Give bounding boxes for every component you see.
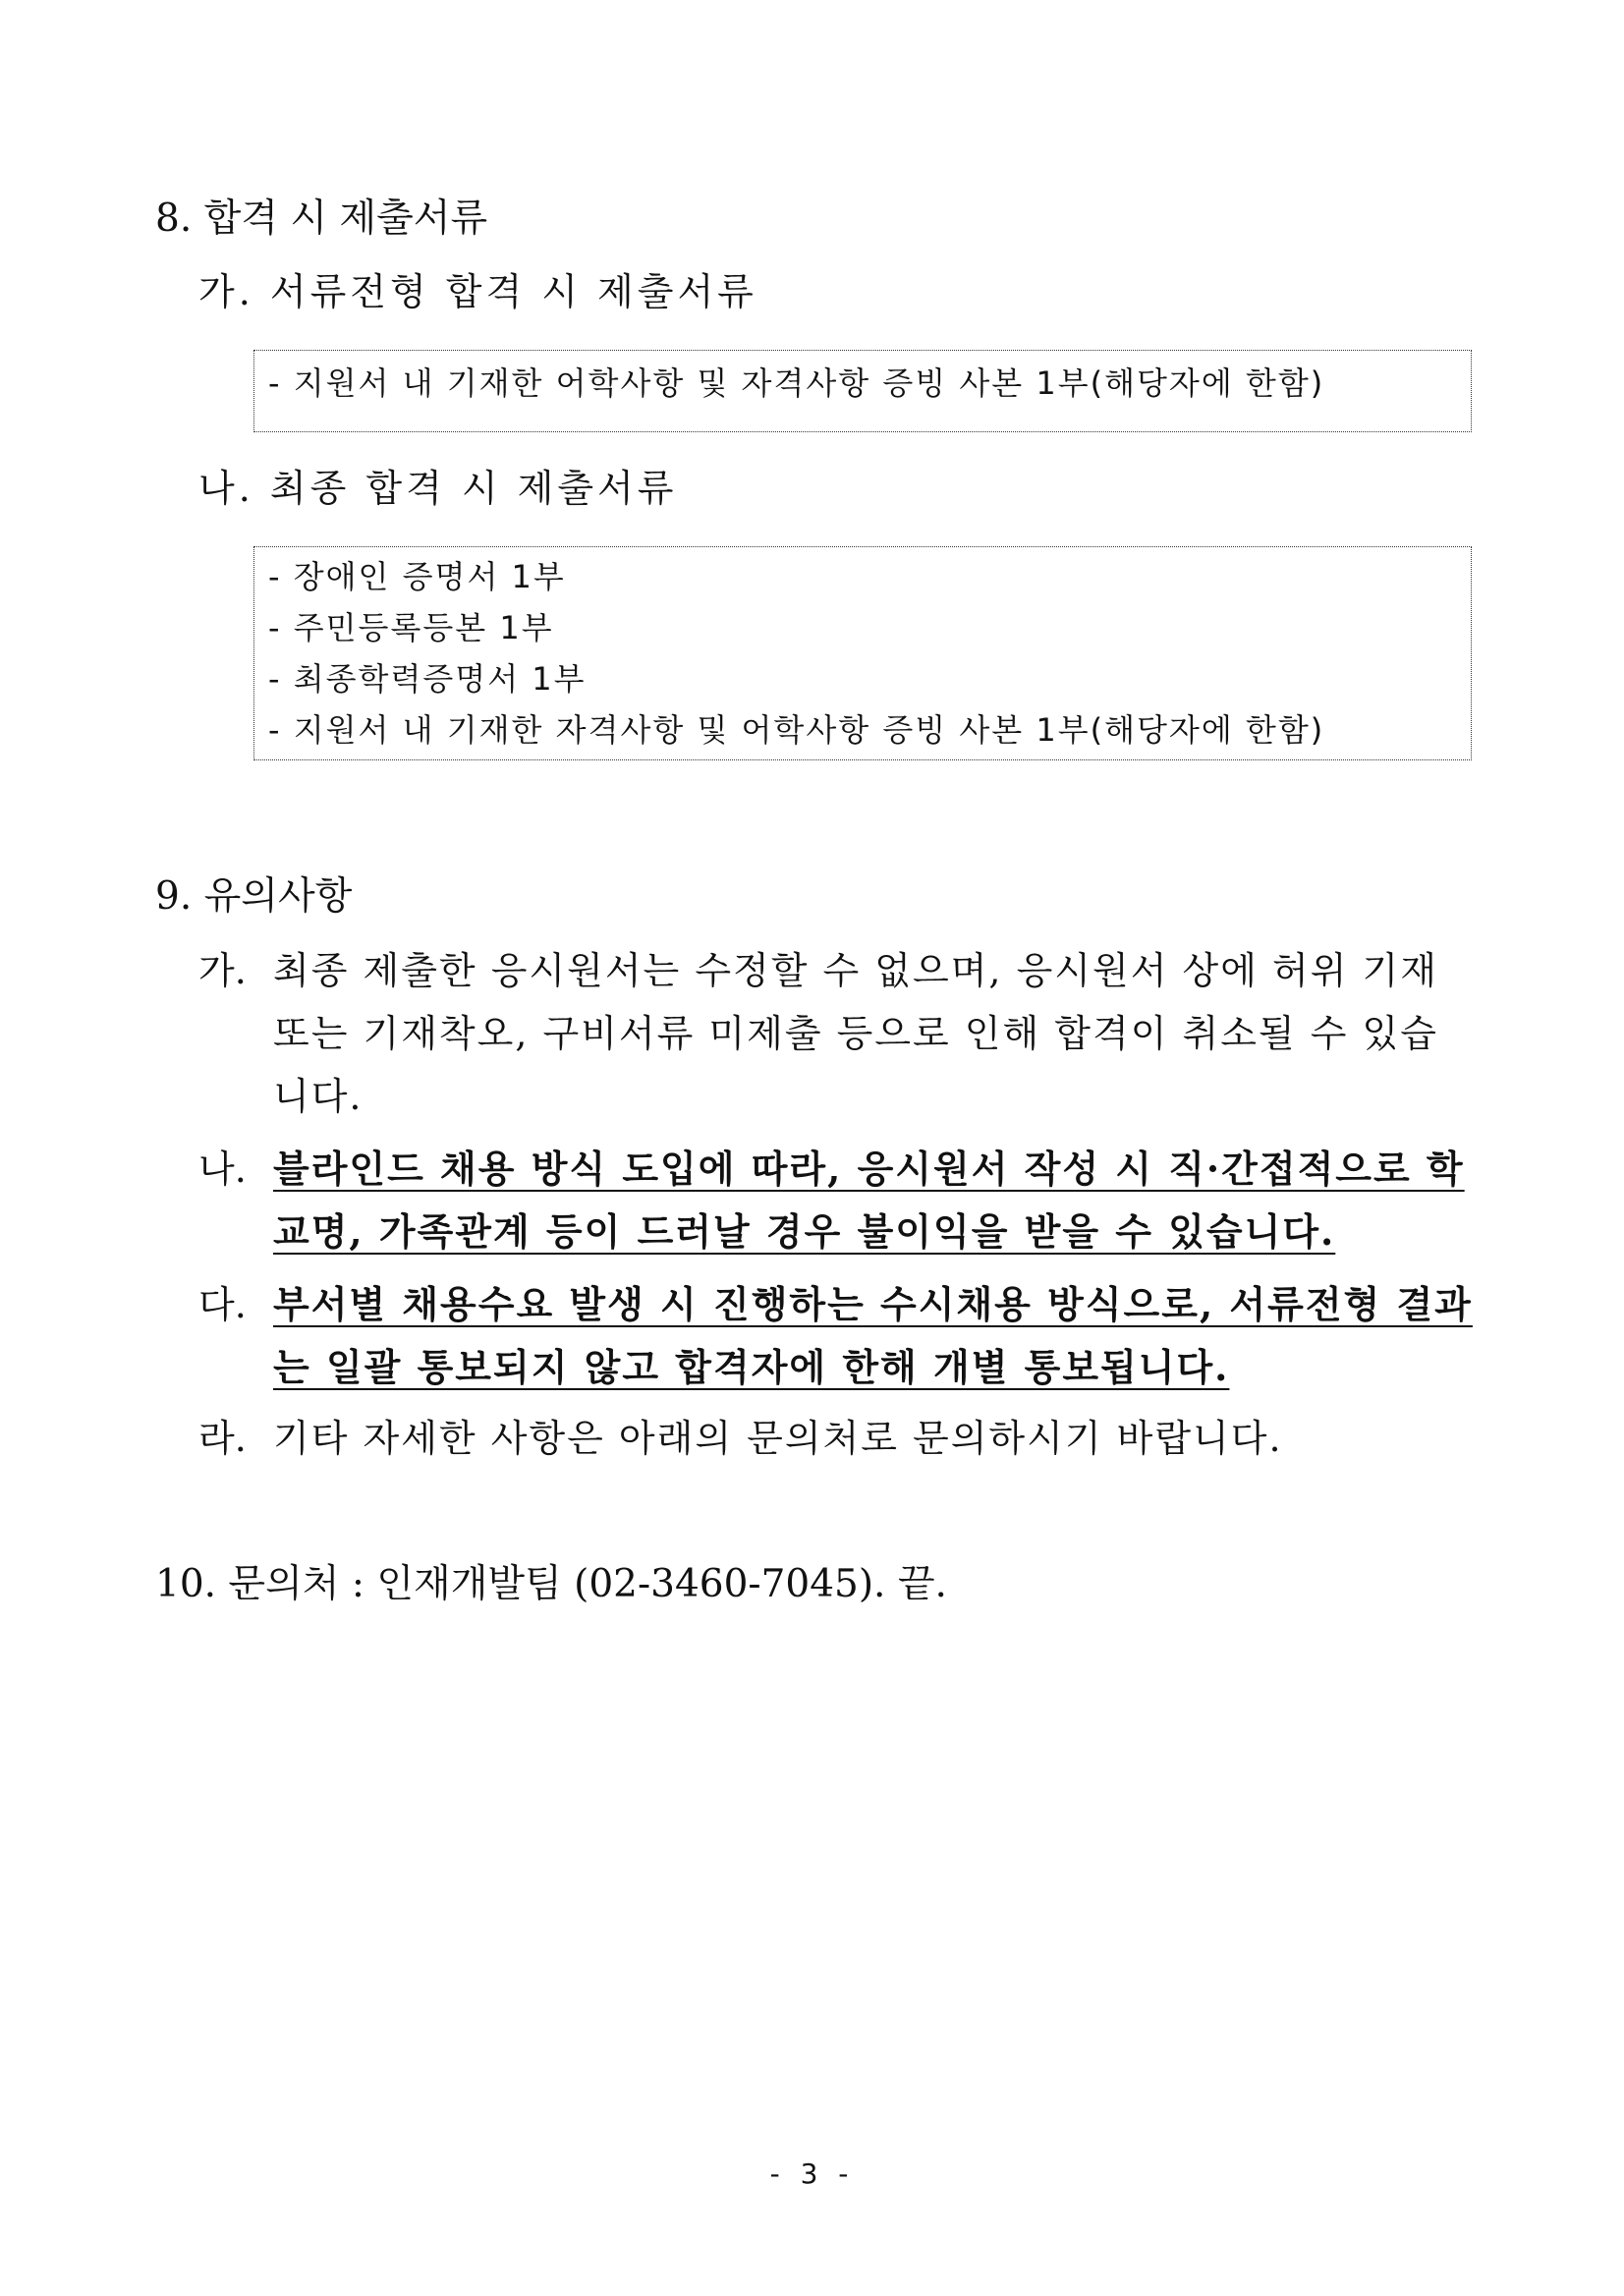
document-item: - 지원서 내 기재한 어학사항 및 자격사항 증빙 사본 1부(해당자에 한함) bbox=[268, 364, 1325, 402]
notice-text: 블라인드 채용 방식 도입에 따라, 응시원서 작성 시 직·간접적으로 학교명, 가족관계 등이 드러날 경우 불이익을 받을 수 있습니다. bbox=[273, 1147, 1465, 1254]
notice-item-da bbox=[198, 1273, 1476, 1399]
section-8a-document-box bbox=[253, 350, 1472, 432]
document-item: - 지원서 내 기재한 자격사항 및 어학사항 증빙 사본 1부(해당자에 한함) bbox=[268, 711, 1325, 749]
section-8b-document-box bbox=[253, 546, 1472, 760]
section-10-contact: 10. 문의처 : 인재개발팀 (02-3460-7045). 끝. bbox=[155, 1562, 947, 1606]
section-9-heading: 9. 유의사항 bbox=[155, 874, 353, 919]
notice-mark: 나. bbox=[198, 1148, 247, 1191]
notice-text: 최종 제출한 응시원서는 수정할 수 없으며, 응시원서 상에 허위 기재 또는 기재착오, 구비서류 미제출 등으로 인해 합격이 취소될 수 있습니다. bbox=[273, 949, 1438, 1118]
document-item: - 장애인 증명서 1부 bbox=[268, 558, 566, 595]
document-item: - 최종학력증명서 1부 bbox=[268, 660, 587, 698]
notice-item-na bbox=[198, 1138, 1476, 1263]
document-item: - 주민등록등본 1부 bbox=[268, 609, 554, 646]
notice-mark: 다. bbox=[198, 1283, 247, 1326]
section-8-heading: 8. 합격 시 제출서류 bbox=[155, 196, 488, 241]
section-8b-title: 나. 최종 합격 시 제출서류 bbox=[198, 467, 678, 510]
notice-item-ga bbox=[198, 939, 1476, 1128]
page-number: - 3 - bbox=[769, 2157, 855, 2190]
notice-item-ra bbox=[198, 1407, 1476, 1470]
section-8a-title: 가. 서류전형 합격 시 제출서류 bbox=[198, 270, 757, 313]
notice-mark: 라. bbox=[198, 1417, 247, 1460]
notice-mark: 가. bbox=[198, 949, 247, 992]
notice-text: 부서별 채용수요 발생 시 진행하는 수시채용 방식으로, 서류전형 결과는 일괄 통보되지 않고 합격자에 한해 개별 통보됩니다. bbox=[273, 1282, 1473, 1389]
notice-text: 기타 자세한 사항은 아래의 문의처로 문의하시기 바랍니다. bbox=[273, 1417, 1283, 1460]
